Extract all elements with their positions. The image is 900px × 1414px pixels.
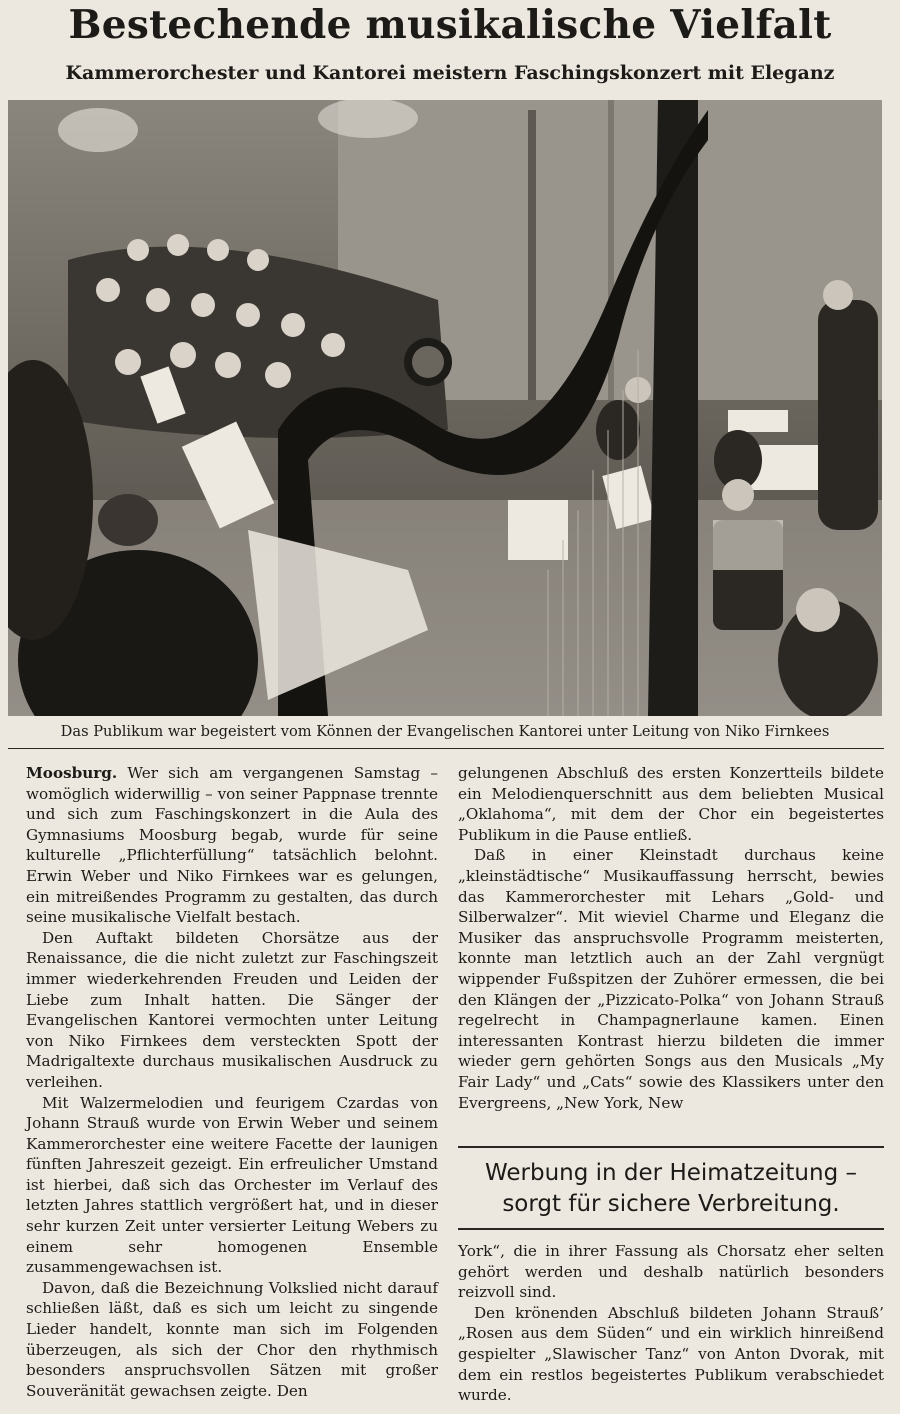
advert-box — [458, 1158, 884, 1224]
advert-rule-top — [458, 1146, 884, 1148]
paragraph-1 — [26, 763, 438, 928]
concert-photo-illustration — [8, 100, 882, 716]
concert-photo — [8, 100, 882, 716]
paragraph-8: Den krönenden Abschluß bildeten Johann Strauß’ „Rosen aus dem Süden“ und ein wirklich hinreißend gespielter „Slawischer Tanz“ von Anton Dvorak, mit dem ein restlos begeistertes Publikum verabschiedet wurde. — [458, 1303, 884, 1405]
paragraph-6: Daß in einer Kleinstadt durchaus keine „kleinstädtische“ Musikauffassung herrscht, bewies das Kammerorchester mit Lehars „Gold- und Silberwalzer“. Mit wieviel Charme und Eleganz die Musiker das anspruchsvolle Programm meisterten, konnte man letztlich auch an der Zahl vergnügt wippender Fußspitzen der Zuhörer ermessen, die bei den Klängen der „Pizzicato-Polka“ von Johann Strauß regelrecht in Champagnerlaune kamen. Einen interessanten Kontrast hierzu bildeten die immer wieder gern gehörten Songs aus den Musicals „My Fair Lady“ und „Cats“ sowie des Klassikers unter den Evergreens, „New York, New — [458, 846, 884, 1112]
caption-divider — [8, 748, 884, 749]
article-column-2-bottom — [458, 1241, 884, 1406]
paragraph-5: gelungenen Abschluß des ersten Konzertteils bildete ein Melodienquerschnitt aus dem beliebten Musical „Oklahoma“, mit dem der Chor ein begeistertes Publikum in die Pause entließ. — [458, 764, 884, 844]
subheadline: Kammerorchester und Kantorei meistern Faschingskonzert mit Eleganz — [65, 62, 835, 84]
headline: Bestechende musikalische Vielfalt — [68, 2, 832, 48]
dateline: Moosburg. — [26, 764, 118, 782]
advert-rule-bottom — [458, 1228, 884, 1230]
paragraph-1-text: Wer sich am vergangenen Samstag – womöglich widerwillig – von seiner Pappnase trennte und sich zum Faschingskonzert in die Aula des Gymnasiums Moosburg begab, wurde für seine kulturelle „Pflichterfüllung“ tatsächlich belohnt. Erwin Weber und Niko Firnkees war es gelungen, ein mitreißendes Programm zu gestalten, das durch seine musikalische Vielfalt bestach. — [26, 764, 438, 927]
advert-line-1: Werbung in der Heimatzeitung – — [484, 1160, 857, 1186]
paragraph-2: Den Auftakt bildeten Chorsätze aus der Renaissance, die die nicht zuletzt zur Faschingszeit immer wiederkehrenden Freuden und Leiden der Liebe zum Inhalt hatten. Die Sänger der Evangelischen Kantorei vermochten unter Leitung von Niko Firnkees dem versteckten Spott der Madrigaltexte durchaus musikalischen Ausdruck zu verleihen. — [26, 928, 438, 1091]
paragraph-7: York“, die in ihrer Fassung als Chorsatz eher selten gehört werden und deshalb natürlich besonders reizvoll sind. — [458, 1242, 884, 1302]
article-column-2-top — [458, 763, 884, 1113]
paragraph-3: Mit Walzermelodien und feurigem Czardas von Johann Strauß wurde von Erwin Weber und seinem Kammerorchester eine weitere Facette der launigen fünften Jahreszeit gezeigt. Ein erfreulicher Umstand ist hierbei, daß sich das Orchester im Verlauf des letzten Jahres stattlich vergrößert hat, und in dieser sehr kurzen Zeit unter versierter Leitung Webers zu einem sehr homogenen Ensemble zusammengewachsen ist. — [26, 1093, 438, 1277]
article-column-1 — [26, 763, 438, 1401]
photo-caption: Das Publikum war begeistert vom Können der Evangelischen Kantorei unter Leitung von Niko Firnkees — [60, 723, 830, 740]
advert-line-2: sorgt für sichere Verbreitung. — [502, 1191, 840, 1217]
paragraph-4: Davon, daß die Bezeichnung Volkslied nicht darauf schließen läßt, daß es sich um leicht zu singende Lieder handelt, konnte man sich im Folgenden überzeugen, als sich der Chor den rhythmisch besonders anspruchsvollen Sätzen mit großer Souveränität gewachsen zeigte. Den — [26, 1278, 438, 1400]
